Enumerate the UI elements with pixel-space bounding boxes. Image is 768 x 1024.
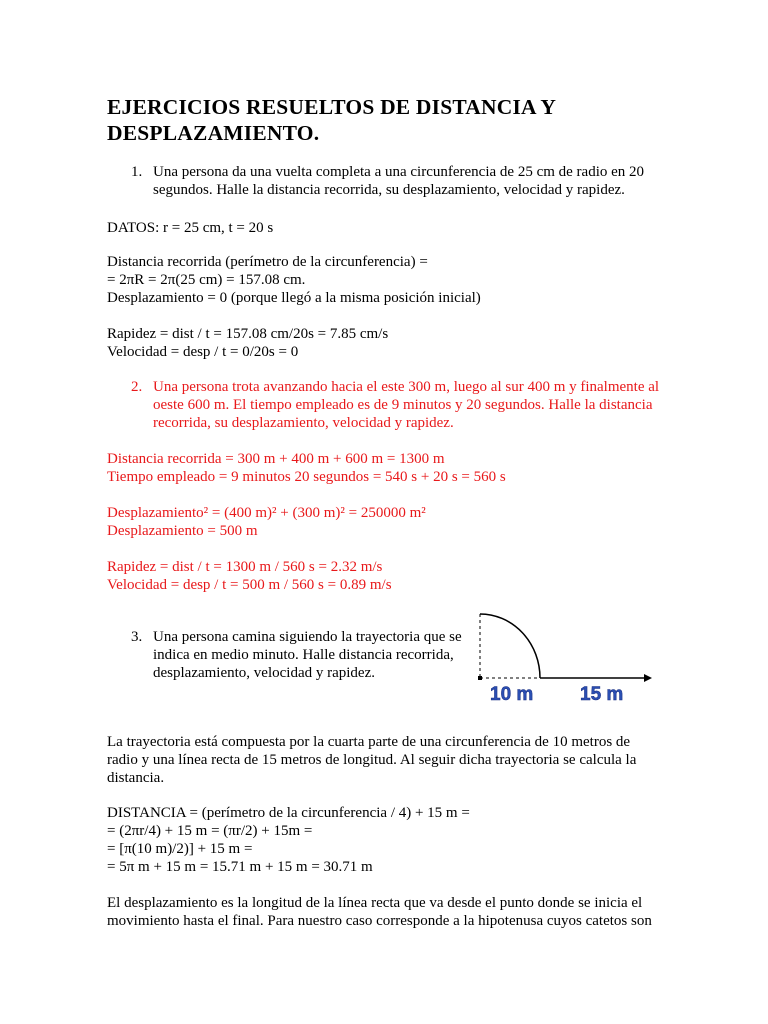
exercise-3-calc: = (2πr/4) + 15 m = (πr/2) + 15m = xyxy=(107,823,313,839)
exercise-1-datos: DATOS: r = 25 cm, t = 20 s xyxy=(107,220,274,236)
exercise-3-final: movimiento hasta el final. Para nuestro caso corresponde a la hipotenusa cuyos catetos son xyxy=(107,913,652,929)
exercise-3-statement: desplazamiento, velocidad y rapidez. xyxy=(153,665,375,681)
document-title xyxy=(107,94,667,146)
arrow-head-icon xyxy=(644,674,652,682)
exercise-1-number: 1. xyxy=(131,164,143,180)
exercise-3-calc: = 5π m + 15 m = 15.71 m + 15 m = 30.71 m xyxy=(107,859,373,875)
exercise-2-speed: Velocidad = desp / t = 500 m / 560 s = 0.89 m/s xyxy=(107,577,392,593)
title-line: EJERCICIOS RESUELTOS DE DISTANCIA Y xyxy=(107,95,557,119)
label-10m: 10 m xyxy=(490,684,534,705)
exercise-2-statement: oeste 600 m. El tiempo empleado es de 9 minutos y 20 segundos. Halle la distancia xyxy=(153,397,653,413)
exercise-1-calc: Desplazamiento = 0 (porque llegó a la misma posición inicial) xyxy=(107,290,481,306)
quarter-circle-arc xyxy=(480,614,540,678)
exercise-2-time: Tiempo empleado = 9 minutos 20 segundos = 540 s + 20 s = 560 s xyxy=(107,469,506,485)
exercise-3-statement: Una persona camina siguiendo la trayectoria que se xyxy=(153,629,462,645)
exercise-3-paragraph: distancia. xyxy=(107,770,165,786)
exercise-1-calc: Distancia recorrida (perímetro de la circunferencia) = xyxy=(107,254,428,270)
title-line: DESPLAZAMIENTO. xyxy=(107,121,320,145)
exercise-3-paragraph: La trayectoria está compuesta por la cuarta parte de una circunferencia de 10 metros de xyxy=(107,734,631,750)
exercise-2-displacement: Desplazamiento² = (400 m)² + (300 m)² = 250000 m² xyxy=(107,505,426,521)
exercise-3-paragraph: radio y una línea recta de 15 metros de longitud. Al seguir dicha trayectoria se calcula la xyxy=(107,752,637,768)
exercise-2-displacement: Desplazamiento = 500 m xyxy=(107,523,258,539)
exercise-2-distance: Distancia recorrida = 300 m + 400 m + 600 m = 1300 m xyxy=(107,451,445,467)
trajectory-figure xyxy=(468,608,658,708)
exercise-1-statement: Una persona da una vuelta completa a una circunferencia de 25 cm de radio en 20 xyxy=(153,164,645,180)
exercise-2-number: 2. xyxy=(131,379,143,395)
exercise-2-statement: recorrida, su desplazamiento, velocidad y rapidez. xyxy=(153,415,454,431)
label-15m: 15 m xyxy=(580,684,624,705)
exercise-3-number: 3. xyxy=(131,629,143,645)
exercise-3-calc: DISTANCIA = (perímetro de la circunferencia / 4) + 15 m = xyxy=(107,805,470,821)
exercise-3-calc: = [π(10 m)/2)] + 15 m = xyxy=(107,841,253,857)
exercise-1-calc: = 2πR = 2π(25 cm) = 157.08 cm. xyxy=(107,272,306,288)
center-point xyxy=(478,676,482,680)
exercise-1-speed: Velocidad = desp / t = 0/20s = 0 xyxy=(107,344,299,360)
exercise-2-speed: Rapidez = dist / t = 1300 m / 560 s = 2.32 m/s xyxy=(107,559,383,575)
exercise-2-statement: Una persona trota avanzando hacia el este 300 m, luego al sur 400 m y finalmente al xyxy=(153,379,660,395)
exercise-3-statement: indica en medio minuto. Halle distancia recorrida, xyxy=(153,647,454,663)
exercise-3-final: El desplazamiento es la longitud de la línea recta que va desde el punto donde se inicia el xyxy=(107,895,643,911)
exercise-1-speed: Rapidez = dist / t = 157.08 cm/20s = 7.85 cm/s xyxy=(107,326,389,342)
exercise-1-statement: segundos. Halle la distancia recorrida, su desplazamiento, velocidad y rapidez. xyxy=(153,182,625,198)
